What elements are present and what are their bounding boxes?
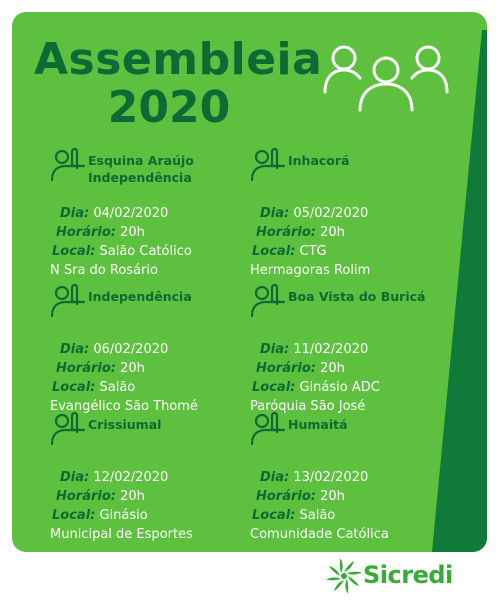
event-location-line-2: Comunidade Católica: [250, 527, 389, 542]
event-info: [250, 340, 380, 416]
event-date: [250, 340, 380, 359]
event-time-value: 20h: [120, 225, 145, 240]
event-time-label: Horário:: [256, 225, 316, 240]
event-time: [250, 223, 370, 242]
event-place-line: Boa Vista do Buricá: [288, 289, 426, 304]
raised-hand-icon: [50, 410, 90, 446]
event-date-value: 06/02/2020: [93, 342, 169, 357]
event-date-label: Dia:: [260, 206, 290, 221]
event-location-value: Salão: [299, 508, 336, 523]
event-time-label: Horário:: [56, 361, 116, 376]
event-location-line-2: Municipal de Esportes: [50, 527, 193, 542]
event-place-line: Inhacorá: [288, 153, 350, 168]
poster-card: [12, 12, 487, 552]
event-location: [50, 378, 198, 397]
event-location: [250, 378, 380, 397]
event-date: [50, 204, 192, 223]
event-location: [50, 506, 193, 525]
event-date-value: 04/02/2020: [93, 206, 169, 221]
event-time-value: 20h: [120, 489, 145, 504]
event-place-line: Crissiumal: [88, 417, 162, 432]
event-location-line-2: N Sra do Rosário: [50, 263, 158, 278]
event-location-value: Ginásio ADC: [299, 380, 380, 395]
people-group-icon: [322, 42, 450, 112]
event-date-value: 12/02/2020: [93, 470, 169, 485]
event-time-label: Horário:: [56, 489, 116, 504]
event-place: [288, 152, 468, 169]
event-location-value: CTG: [299, 244, 327, 259]
title-line-1: Assembleia: [34, 34, 323, 85]
poster-title: [34, 34, 323, 133]
event-date: [250, 204, 370, 223]
event-place: [288, 288, 468, 305]
raised-hand-icon: [250, 282, 290, 318]
event-place-line: Independência: [88, 289, 192, 304]
event-location-label: Local:: [52, 244, 96, 259]
event-info: [250, 468, 389, 544]
event-location-line-2: Paróquia São José: [250, 399, 366, 414]
event-location-label: Local:: [52, 508, 96, 523]
event-time-value: 20h: [320, 225, 345, 240]
event-time-label: Horário:: [256, 489, 316, 504]
title-line-2: 2020: [107, 82, 231, 133]
event-time: [50, 359, 198, 378]
event-date-value: 11/02/2020: [293, 342, 369, 357]
event-place-line: Independência: [88, 170, 192, 185]
event-date-label: Dia:: [260, 470, 290, 485]
event-location: [50, 242, 192, 261]
event-location-value: Salão Católico: [99, 244, 192, 259]
event-date: [50, 340, 198, 359]
event-date-value: 05/02/2020: [293, 206, 369, 221]
event-time-label: Horário:: [256, 361, 316, 376]
sicredi-logo: [327, 559, 487, 595]
event-date-value: 13/02/2020: [293, 470, 369, 485]
event-date-label: Dia:: [60, 342, 90, 357]
event-location-label: Local:: [252, 508, 296, 523]
event-place: [88, 152, 268, 186]
event-info: [250, 204, 370, 280]
event-place: [88, 416, 268, 433]
event-date-label: Dia:: [60, 470, 90, 485]
event-time-value: 20h: [320, 361, 345, 376]
event-place-line: Esquina Araújo: [88, 153, 194, 168]
event-date-label: Dia:: [60, 206, 90, 221]
event-time: [250, 359, 380, 378]
event-time-value: 20h: [120, 361, 145, 376]
event-location-label: Local:: [252, 244, 296, 259]
brand-name: Sicredi: [363, 561, 453, 589]
raised-hand-icon: [250, 410, 290, 446]
raised-hand-icon: [50, 282, 90, 318]
event-location: [250, 506, 389, 525]
event-time-value: 20h: [320, 489, 345, 504]
raised-hand-icon: [50, 146, 90, 182]
event-location-line-2: Evangélico São Thomé: [50, 399, 198, 414]
raised-hand-icon: [250, 146, 290, 182]
event-info: [50, 204, 192, 280]
event-place: [288, 416, 468, 433]
sicredi-logo-icon: [327, 559, 361, 593]
event-time: [50, 487, 193, 506]
event-location-line-2: Hermagoras Rolim: [250, 263, 371, 278]
event-place: [88, 288, 268, 305]
event-info: [50, 340, 198, 416]
event-location-label: Local:: [52, 380, 96, 395]
event-location-value: Salão: [99, 380, 136, 395]
event-location: [250, 242, 370, 261]
event-date: [250, 468, 389, 487]
event-time: [250, 487, 389, 506]
event-time-label: Horário:: [56, 225, 116, 240]
event-info: [50, 468, 193, 544]
event-location-value: Ginásio: [99, 508, 148, 523]
event-time: [50, 223, 192, 242]
event-place-line: Humaitá: [288, 417, 348, 432]
event-date-label: Dia:: [260, 342, 290, 357]
event-date: [50, 468, 193, 487]
event-location-label: Local:: [252, 380, 296, 395]
